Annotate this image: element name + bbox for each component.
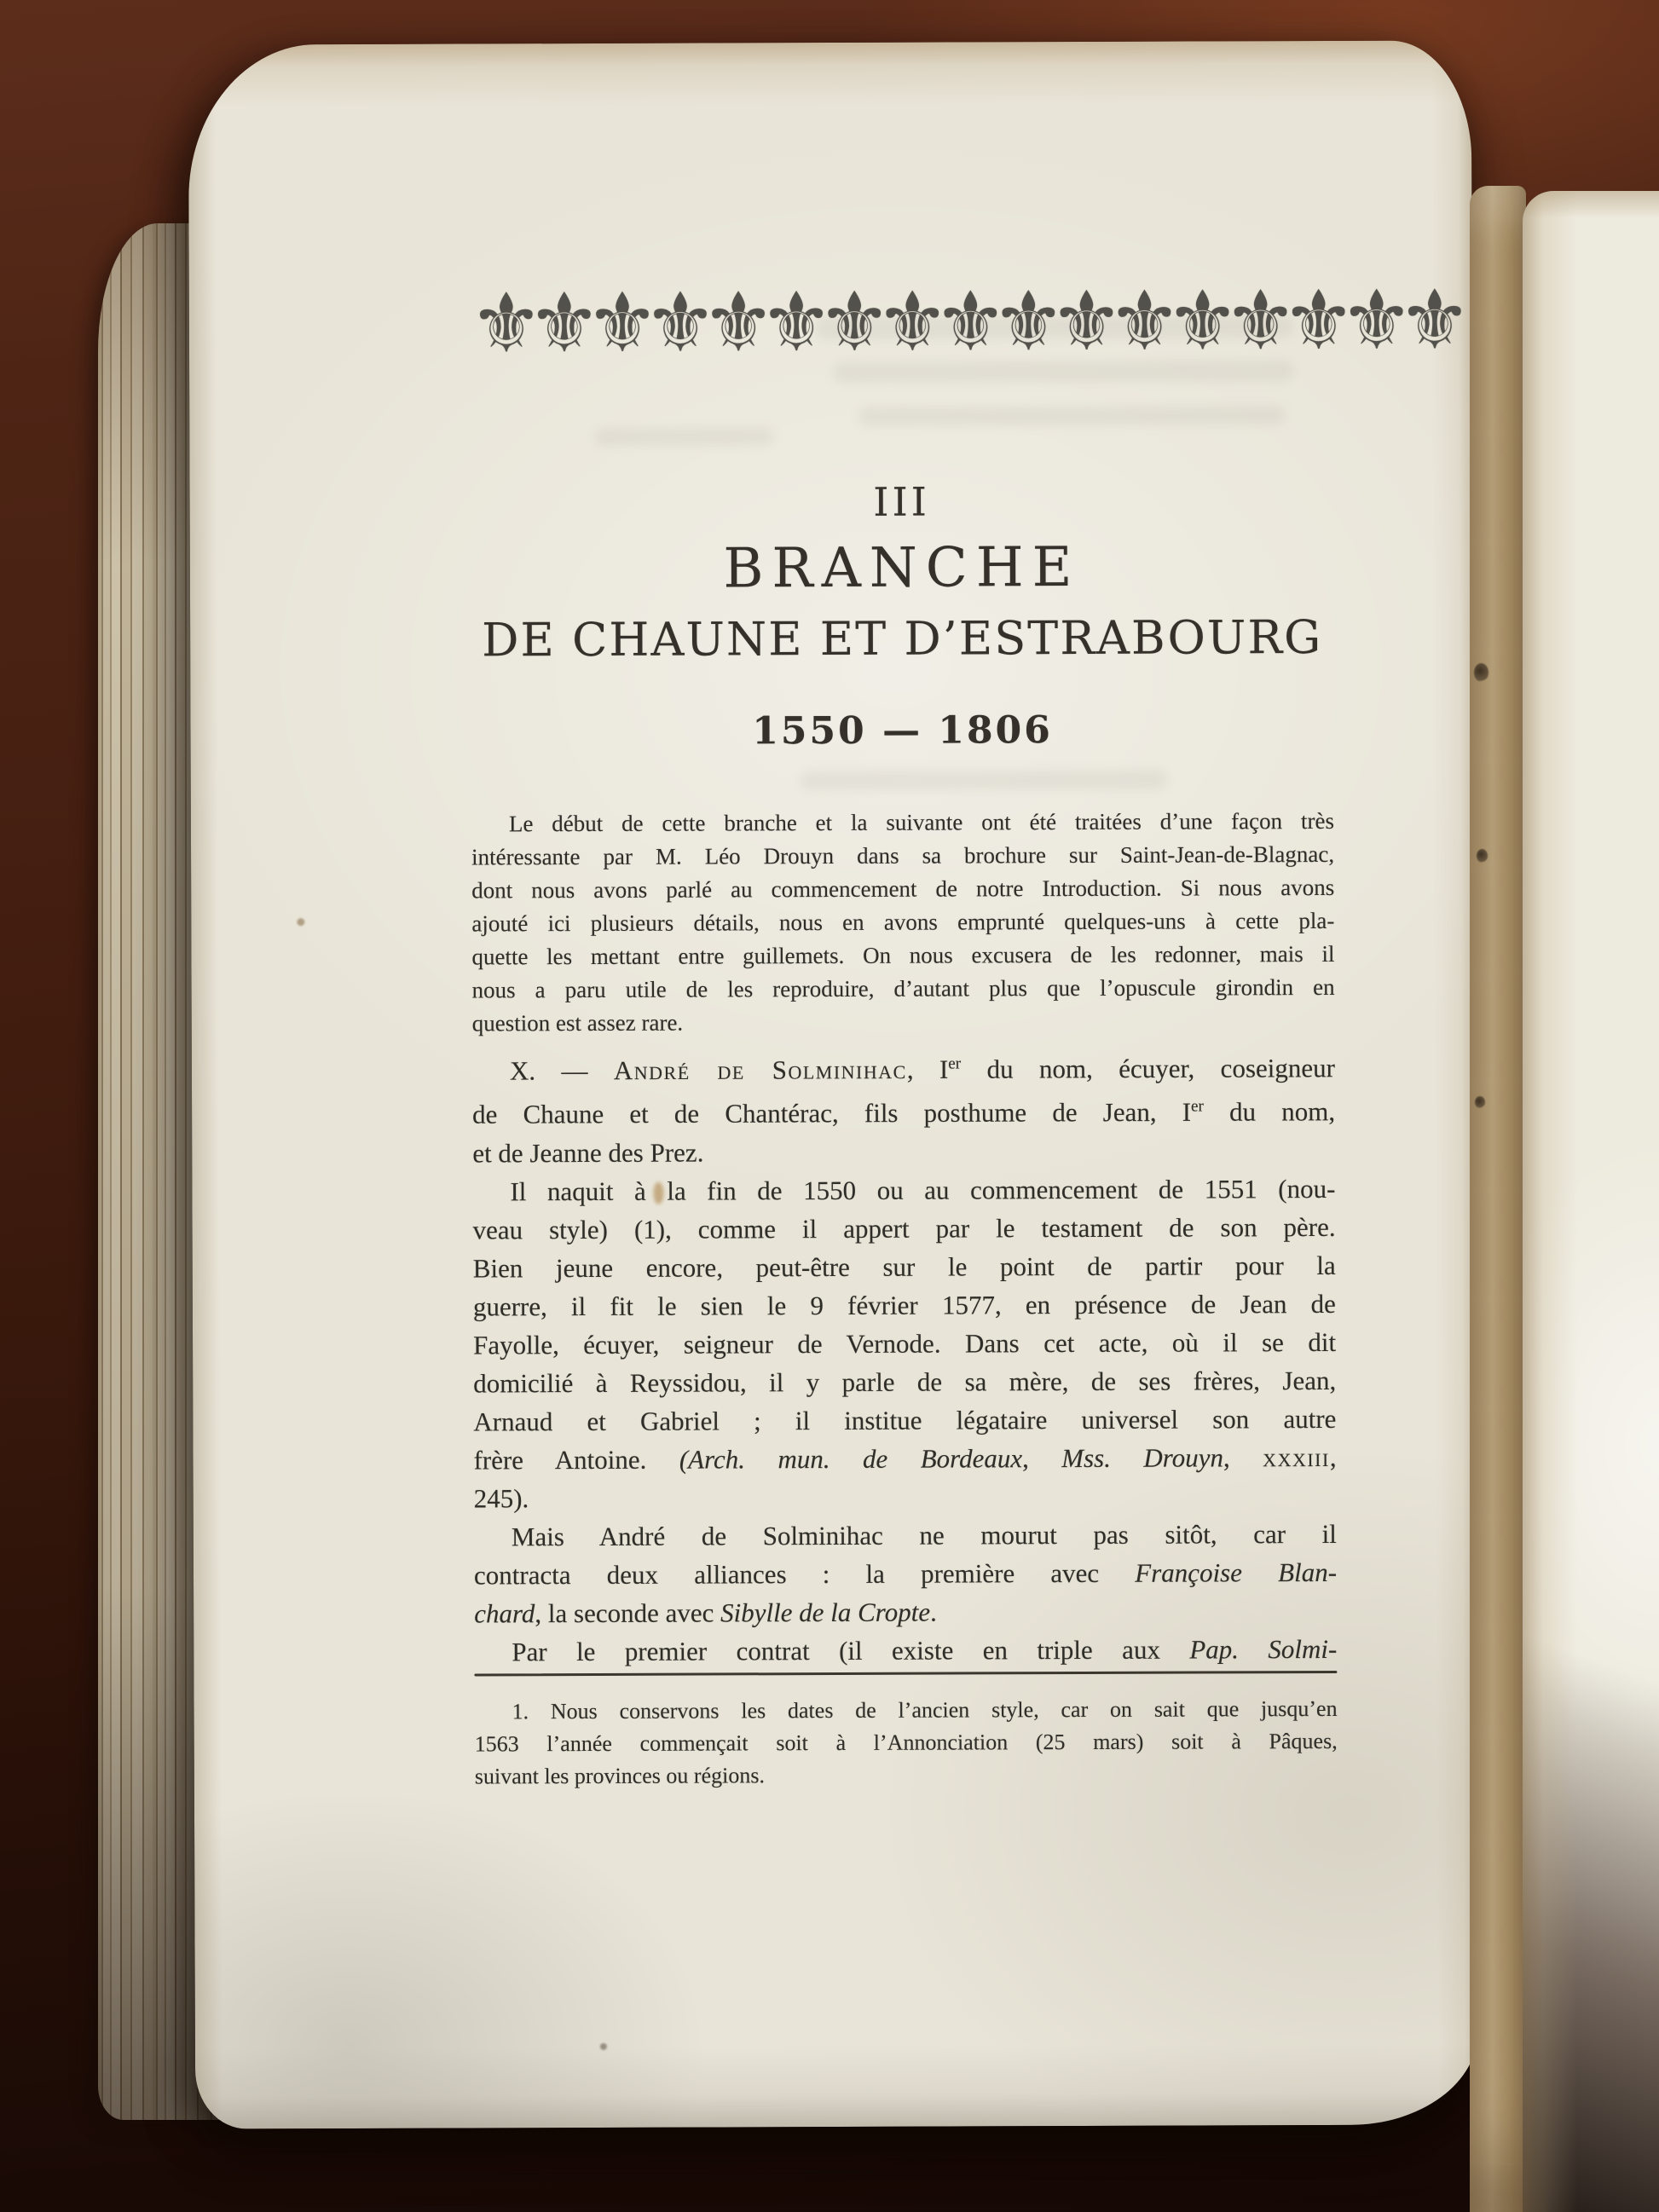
text-line bbox=[473, 1438, 1336, 1480]
text-segment: , la seconde avec bbox=[535, 1597, 721, 1628]
text-line bbox=[473, 1285, 1336, 1326]
text-segment: chard bbox=[474, 1597, 535, 1629]
text-segment: André de Solminihac bbox=[613, 1054, 907, 1086]
text-line bbox=[473, 1400, 1336, 1441]
paragraph bbox=[472, 1170, 1336, 1518]
book-gutter bbox=[1470, 186, 1526, 2212]
text-line: ajouté ici plusieurs détails, nous en avons emprunté quelques-uns à cette pla- bbox=[471, 907, 1335, 937]
paragraph bbox=[472, 1043, 1336, 1172]
text-segment: contracta deux alliances : la première avec bbox=[473, 1557, 1136, 1591]
text-segment: er bbox=[1190, 1097, 1204, 1116]
date-range: 1550 — 1806 bbox=[752, 708, 1053, 754]
book-page bbox=[188, 40, 1479, 2128]
text-line bbox=[474, 1591, 1337, 1633]
text-segment: Sibylle de la Cropte bbox=[720, 1597, 931, 1628]
text-line bbox=[473, 1208, 1336, 1250]
text-segment: (Arch. mun. de Bordeaux bbox=[679, 1442, 1023, 1475]
footnote-rule bbox=[474, 1671, 1337, 1677]
chapter-number: III bbox=[873, 478, 930, 525]
text-line: nous a paru utile de les reproduire, d’autant plus que l’opuscule girondin en bbox=[471, 973, 1335, 1003]
text-line: 1. Nous conservons les dates de l’ancien style, car on sait que jusqu’en bbox=[512, 1695, 1338, 1724]
text-line: question est assez rare. bbox=[471, 1009, 684, 1037]
text-segment: Pap. Solmi- bbox=[1189, 1633, 1338, 1665]
intro-paragraph bbox=[471, 805, 1335, 1041]
text-segment: Bien jeune encore, peut-être sur le point de partir pour la bbox=[472, 1250, 1336, 1284]
text-line: dont nous avons parlé au commencement de notre Introduction. Si nous avons bbox=[471, 874, 1335, 904]
text-line bbox=[473, 1361, 1336, 1403]
text-segment: domicilié à Reyssidou, il y parle de sa mère, de ses frères, Jean, bbox=[473, 1365, 1337, 1399]
text-segment: er bbox=[948, 1054, 962, 1073]
facing-page-edge bbox=[1523, 191, 1659, 2212]
worm-hole bbox=[1477, 849, 1488, 863]
page-title-line1: BRANCHE bbox=[723, 535, 1081, 601]
text-segment: , bbox=[1329, 1441, 1337, 1472]
text-segment: , I bbox=[906, 1054, 949, 1085]
page-title-line2: DE CHAUNE ET D’ESTRABOURG bbox=[482, 609, 1323, 667]
text-segment: 245). bbox=[473, 1482, 529, 1514]
text-line bbox=[472, 1043, 1335, 1090]
text-line bbox=[472, 1087, 1335, 1134]
text-line bbox=[472, 1131, 1335, 1173]
worm-hole bbox=[1474, 663, 1488, 682]
text-segment: X. — bbox=[509, 1055, 614, 1086]
text-segment: xxxiii bbox=[1263, 1441, 1330, 1472]
body-text bbox=[472, 1043, 1338, 1671]
text-segment: Mais André de Solminihac ne mourut pas sitôt, car il bbox=[511, 1518, 1337, 1551]
text-segment: . bbox=[929, 1597, 937, 1627]
text-segment: Fayolle, écuyer, seigneur de Vernode. Dans cet acte, où il se dit bbox=[473, 1326, 1337, 1360]
text-segment: de Chaune et de Chantérac, fils posthume de Jean, I bbox=[472, 1097, 1192, 1130]
text-segment: Mss. Drouyn bbox=[1061, 1442, 1224, 1473]
fleur-de-lis-ornament-row: ⚜⚜⚜⚜⚜⚜⚜⚜⚜⚜⚜⚜⚜⚜⚜⚜⚜ bbox=[469, 272, 1457, 372]
text-segment: Il naquit à la fin de 1550 ou au commencement de 1551 (nou- bbox=[510, 1173, 1336, 1206]
text-segment: , bbox=[1223, 1441, 1263, 1473]
text-segment: et de Jeanne des Prez. bbox=[472, 1137, 704, 1169]
text-line bbox=[474, 1630, 1337, 1672]
text-segment: du nom, écuyer, coseigneur bbox=[961, 1053, 1335, 1084]
text-line bbox=[472, 1170, 1335, 1211]
text-line: quette les mettant entre guillemets. On nous excusera de les redonner, mais il bbox=[471, 940, 1335, 970]
text-segment: Arnaud et Gabriel ; il institue légataire universel son autre bbox=[473, 1403, 1337, 1437]
text-segment: frère Antoine. bbox=[473, 1444, 679, 1476]
paragraph bbox=[474, 1515, 1337, 1633]
text-line: suivant les provinces ou régions. bbox=[474, 1763, 765, 1789]
text-column bbox=[469, 41, 1457, 2128]
text-line bbox=[473, 1323, 1336, 1365]
text-line: Le début de cette branche et la suivante ont été traitées d’une façon très bbox=[508, 807, 1334, 837]
text-segment: guerre, il fit le sien le 9 février 1577, en présence de Jean de bbox=[472, 1288, 1336, 1322]
text-line bbox=[474, 1515, 1337, 1556]
text-line: 1563 l’année commençait soit à l’Annonciation (25 mars) soit à Pâques, bbox=[474, 1728, 1338, 1757]
paragraph bbox=[474, 1630, 1337, 1672]
text-segment: , bbox=[1022, 1442, 1062, 1473]
text-segment: Françoise Blan- bbox=[1135, 1556, 1338, 1588]
text-line bbox=[474, 1476, 1337, 1518]
worm-hole bbox=[1475, 1096, 1485, 1108]
text-line: intéressante par M. Léo Drouyn dans sa brochure sur Saint-Jean-de-Blagnac, bbox=[471, 840, 1335, 870]
text-segment: veau style) (1), comme il appert par le testament de son père. bbox=[472, 1211, 1336, 1245]
footnote bbox=[475, 1693, 1338, 1793]
text-line bbox=[474, 1553, 1337, 1595]
text-segment: du nom, bbox=[1203, 1096, 1336, 1128]
text-segment: Par le premier contrat (il existe en triple aux bbox=[512, 1634, 1190, 1666]
paper-speck bbox=[297, 918, 304, 926]
text-line bbox=[473, 1246, 1336, 1288]
